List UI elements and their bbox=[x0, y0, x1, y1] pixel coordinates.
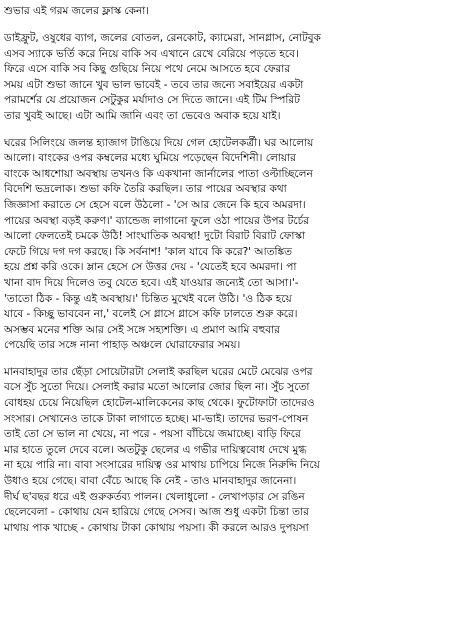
text-line: বিদেশি ভদ্রলোক। শুভা কফি তৈরি করছিল। তার পায়ের অবস্থার কথা bbox=[4, 183, 287, 196]
paragraph-2 bbox=[4, 136, 452, 354]
text-line: না হয়ে পারি না। বাবা সংসারের দায়িত্ব ওর মাথায় চাপিয়ে নিজে নিরুদ্দি নিয়ে bbox=[4, 459, 320, 472]
text-line: ফেটে গিয়ে দগ দগ করছে। কি সর্বনাশ! 'কাল যাবে কি করে?' আতঙ্কিত bbox=[4, 245, 292, 258]
text-line: জিজ্ঞাসা করাতে সে হেসে বলে উঠলো - 'সে আর জেনে কি হবে অমরদা। bbox=[4, 198, 306, 211]
text-line: ঘরের সিলিংয়ে জলন্ত হ্যাজাগ টাঙিয়ে দিয়ে গেল হোটেলকর্ত্রী। ঘর আলোয় bbox=[4, 136, 314, 149]
text-line: ডাইফ্রুট, ওষুধের ব্যাগ, জলের বোতল, রেনকোট, ক্যামেরা, সানগ্লাস, নোটবুক bbox=[4, 32, 321, 44]
text-line: মার হাতে তুলে দেবে বলে। অতটুকু ছেলের এ গভীর দায়িত্ববোধ দেখে মুগ্ধ bbox=[4, 443, 307, 456]
text-line: 'তাতো ঠিক - কিন্তু এই অবস্থায়।' চিন্তিত মুখেই বলে উঠি। 'ও ঠিক হয়ে bbox=[4, 292, 292, 305]
paragraph-1 bbox=[4, 31, 452, 125]
text-line: এসব স্যাকে ভর্তি করে নিয়ে বাকি সব এখানে রেখে বেরিয়ে পড়তে হবে। bbox=[4, 47, 299, 60]
text-line: পায়ের অবস্থা বড়ই করুণ।' ব্যান্ডেজ লাগানো ফুলে ওঠা পায়ের উপর টর্চের bbox=[4, 214, 310, 227]
text-line: আলো ফেলতেই চমকে উঠি! সাংঘাতিক অবস্থা! দুটো বিরাট বিরাট ফোস্কা bbox=[4, 230, 306, 243]
text-line: অসম্ভব মনের শক্তি আর সেই সঙ্গে সহ্যশক্তি। এ প্রমাণ আমি বহুবার bbox=[4, 323, 280, 336]
text-line: আলো। বাংকের ওপর কম্বলের মধ্যে ঘুমিয়ে পড়েছেন বিদেশিনী। লোয়ার bbox=[4, 152, 296, 165]
text-line: মানবাহাদুর তার ছেঁড়া সোয়েটারটা সেলাই করছিল ঘরের মেটে মেঝের ওপর bbox=[4, 365, 313, 378]
text-line: তাই তো সে ভাল না খেয়ে, না পরে - পয়সা বাঁচিয়ে জমাচ্ছে। বাড়ি ফিরে bbox=[4, 428, 301, 441]
text-line: দীর্ঘ ছ'বছর ধরে এই গুরুকর্তব্য পালন। খেলাধুলো - লেখাপড়ার সে রঙিন bbox=[4, 490, 305, 503]
text-line: বোধহয় চেয়ে নিয়েছিল হোটেল-মালিকেনের কাছ থেকে। ফুটোফাটা তাদেরও bbox=[4, 397, 315, 410]
text-line: বসে সুঁচ সুতো দিয়ে। সেলাই করার মতো আলোর জোর ছিল না। সুঁচ সুতো bbox=[4, 381, 310, 394]
text-line: তার খুবই আছে। এটা আমি জানি এবং তা ভেবেও অবাক হয়ে যাই। bbox=[4, 109, 281, 122]
text-line: ছেলেবেলা - কোথায় যেন হারিয়ে গেছে সেসব। আজ শুধু একটা চিন্তা তার bbox=[4, 506, 309, 519]
paragraph-3 bbox=[4, 365, 452, 537]
text-line: খানা বাদ দিয়ে দিলেও তবু যেতে হবে। এই যাওয়ার জন্যেই তো আসা।'- bbox=[4, 276, 299, 289]
text-line: মাথায় পাক খাচ্ছে - কোথায় টাকা কোথায় পয়সা। কী করলে আরও দুপয়সা bbox=[4, 521, 309, 534]
text-line: সংসার। সেখানেও তাকে টাকা লাগাতে হচ্ছে। মা-ভাই। তাদের ভরণ-পোষন bbox=[4, 412, 309, 425]
text-line: হয়ে প্রশ্ন করি ওকে। ম্লান হেসে সে উত্তর দেয় - 'যেতেই হবে অমরদা। পা bbox=[4, 261, 297, 274]
text-line: সময় এটা শুভা জানে খুব ভাল ভাবেই - তবে তার জন্যে সবাইয়ের একটা bbox=[4, 78, 304, 91]
text-line: পেয়েছি তার সঙ্গে নানা পাহাড় অঞ্চলে ঘোরাফেরার সময়। bbox=[4, 339, 241, 352]
opening-line: শুভার এই গরম জলের ফ্লাস্ক কেনা। bbox=[4, 5, 150, 17]
text-line: উধাও হয়ে গেছে। বাবা বেঁচে আছে কি নেই - তাও মানবাহাদুর জানেনা। bbox=[4, 475, 297, 488]
text-line: পরামর্শের যে প্রয়োজন সেটুকুর মর্যাদাও সে দিতে জানে। এই টিম স্পিরিট bbox=[4, 94, 300, 107]
text-line: ফিরে এসে বাকি সব কিছু গুছিয়ে নিয়ে পথে নেমে আসতে হবে ফেরার bbox=[4, 63, 291, 76]
text-line: যাবে - কিচ্ছু ভাববেন না,' বলেই সে গ্লাসে গ্লাসে কফি ঢালতে শুরু করে। bbox=[4, 308, 298, 321]
text-line: বাংকে আধশোয়া অবস্থায় তখনও কি একখানা জার্নালের পাতা ওল্টাচ্ছিলেন bbox=[4, 167, 313, 180]
